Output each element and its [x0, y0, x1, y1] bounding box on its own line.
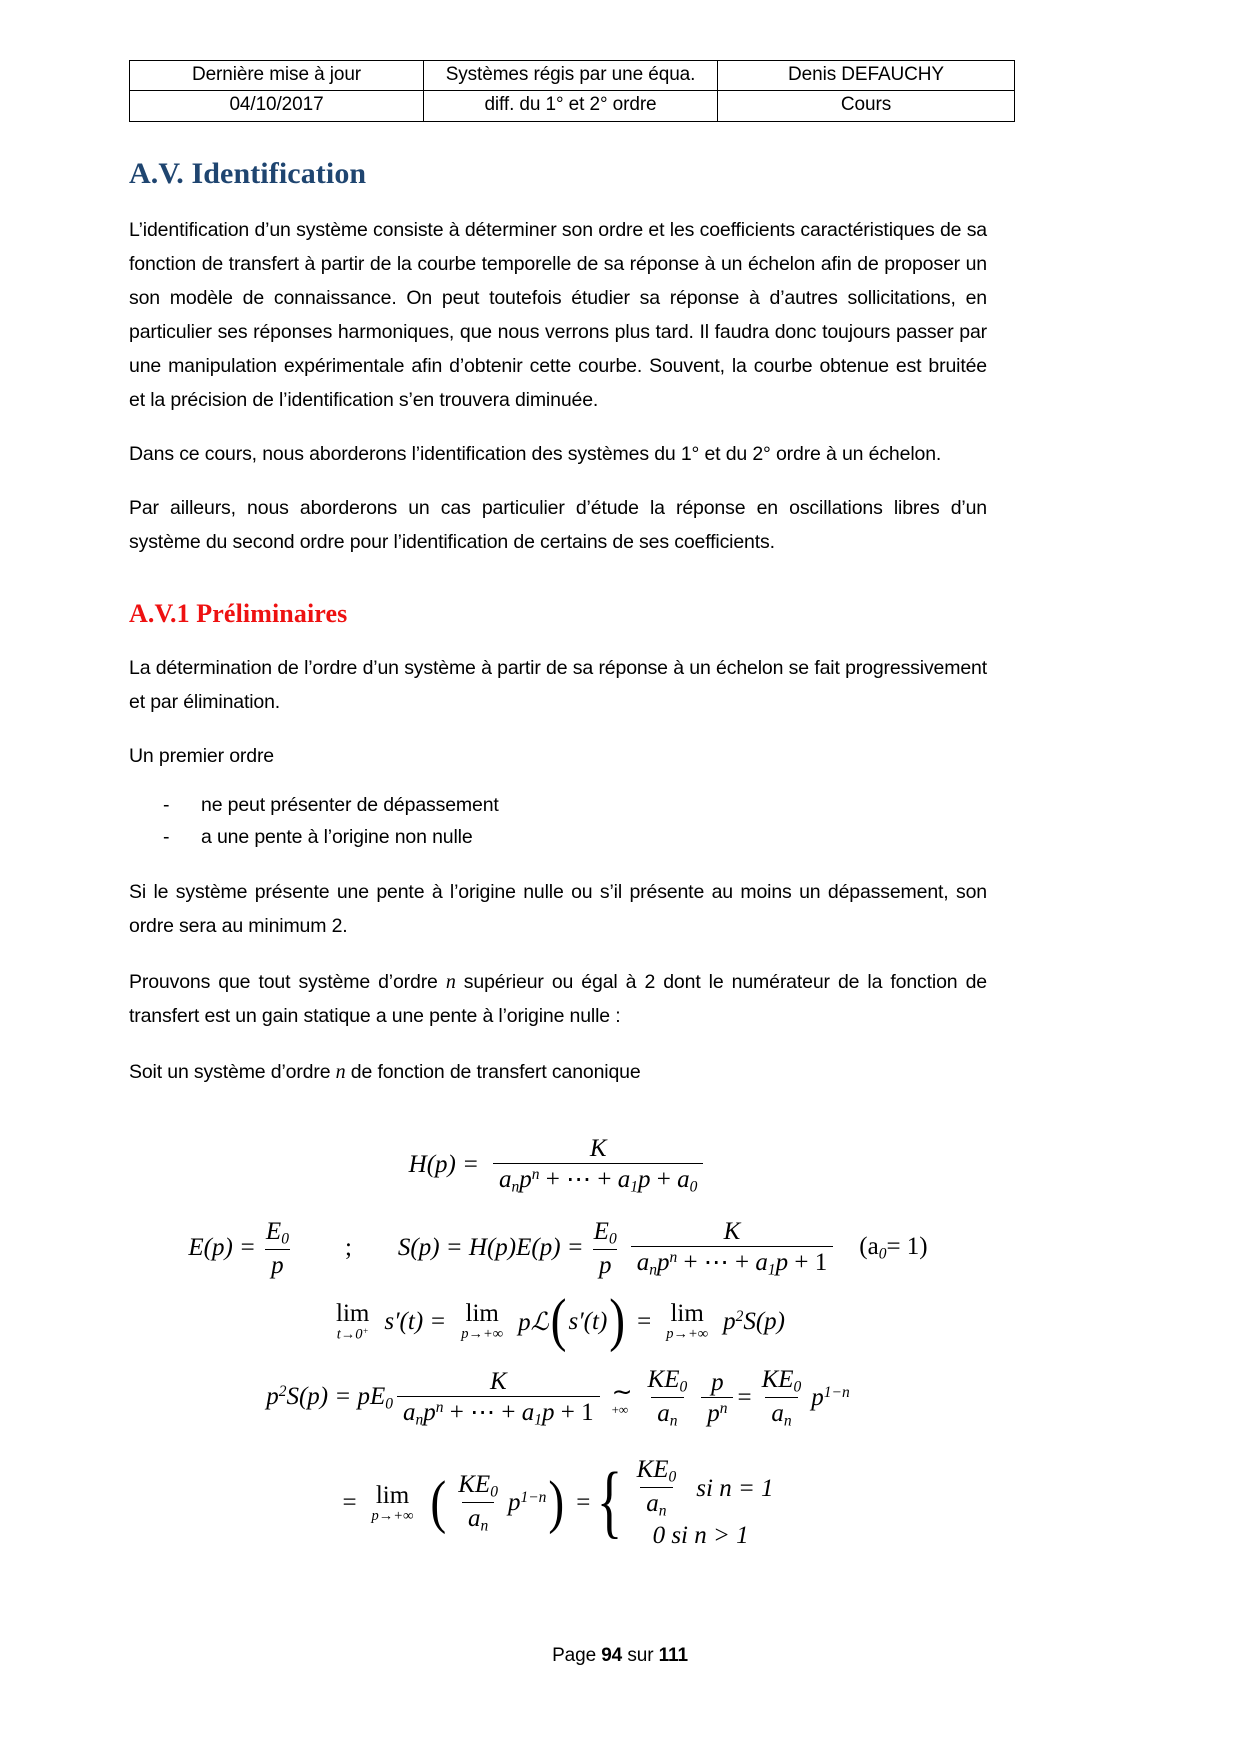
eq2-transfer-fraction	[631, 1218, 834, 1279]
eq4-asymptotic-operator	[612, 1380, 633, 1416]
eq4-den-p: p	[423, 1398, 436, 1426]
eq4-equals: =	[737, 1384, 752, 1412]
eq4-denominator	[397, 1396, 600, 1429]
eq3-paren-open: (	[550, 1288, 567, 1354]
eq3-lim3-op: lim	[670, 1300, 704, 1328]
eq4-r1-num-KE: KE	[647, 1366, 680, 1394]
eq1-denominator	[493, 1163, 703, 1196]
paragraph-order-determination: La détermination de l’ordre d’un système à partir de sa réponse à un échelon se fait progressivement et par élimination.	[129, 656, 987, 713]
eq2-e-fraction	[260, 1218, 295, 1279]
eq4-lhs-sup: 2	[278, 1382, 287, 1400]
first-order-properties-list	[129, 789, 987, 853]
eq4-den-a-sub: n	[415, 1410, 424, 1428]
eq5-case-row-1	[627, 1456, 774, 1520]
eq4-tail	[811, 1384, 849, 1412]
eq2-condition	[859, 1233, 927, 1263]
eq5-num-KE: KE	[458, 1470, 491, 1498]
header-row-2	[130, 91, 1015, 121]
footer-total-pages: 111	[658, 1645, 688, 1666]
eq3-lim1-sub-sup: +	[362, 1325, 369, 1336]
eq2-s-num-sub: 0	[608, 1230, 617, 1248]
eq2-f-den-p2: p	[775, 1248, 789, 1276]
eq2-f-den-a1-sub: 1	[767, 1261, 776, 1279]
eq2-e-numerator	[260, 1218, 295, 1249]
eq4-r2-den-sup: n	[719, 1400, 728, 1418]
eq4-den-a1: a	[521, 1398, 535, 1426]
paragraph-identification-intro: L’identification d’un système consiste à déterminer son ordre et les coefficients caractéristiques de sa fonction de transfert à partir de la courbe temporelle de sa réponse à un échelon afin de proposer un son modèle de connaissance. On peut toutefois étudier sa réponse à d’autres sollicitations, en particulier ses réponses harmoniques, que nous verrons plus tard. Il faudra donc toujours passer par une manipulation expérimentale afin d’obtenir cette courbe. Souvent, la courbe obtenue est bruitée et la précision de l’identification s’en trouvera diminuée.	[129, 218, 987, 411]
eq5-case1-numerator	[631, 1456, 683, 1487]
eq3-term3-p: p	[723, 1307, 736, 1335]
eq4-sim-subscript: +∞	[611, 1402, 629, 1418]
eq5-case1-denominator	[640, 1487, 672, 1520]
eq4-r3-num-sub: 0	[793, 1378, 802, 1396]
eq5-limit	[372, 1483, 414, 1524]
eq4-p-pn-fraction	[701, 1369, 733, 1427]
list-dash-marker: -	[163, 793, 170, 816]
eq4-r1-num-sub: 0	[679, 1378, 688, 1396]
eq4-tail-sup: 1−n	[823, 1384, 850, 1402]
eq1-den-p2: p	[637, 1165, 651, 1193]
eq5-equals-2: =	[576, 1489, 591, 1517]
eq5-inner-denominator	[462, 1502, 494, 1535]
eq2-e-num-E: E	[265, 1217, 282, 1245]
eq4-r3-den-a: a	[771, 1400, 784, 1428]
canonical-part-a: Soit un système d’ordre	[129, 1060, 336, 1083]
proof-statement-part-a: Prouvons que tout système d’ordre	[129, 970, 446, 993]
paragraph-course-scope: Dans ce cours, nous aborderons l’identification des systèmes du 1° et du 2° ordre à un échelon.	[129, 442, 942, 465]
eq5-lim-op: lim	[375, 1481, 410, 1509]
proof-variable-n: n	[445, 970, 456, 993]
equation-input-output	[129, 1218, 987, 1279]
eq2-f-den-ellipsis: + ⋯ +	[683, 1248, 750, 1276]
eq1-den-p: p	[519, 1165, 532, 1193]
eq4-den-a1-sub: 1	[534, 1410, 542, 1428]
section-heading-identification: A.V. Identification	[129, 156, 367, 190]
eq2-s-num-E: E	[593, 1217, 609, 1245]
list-item-label: a une pente à l’origine non nulle	[201, 825, 473, 848]
eq4-den-p2: p	[541, 1398, 555, 1426]
eq1-den-a0-sub: 0	[689, 1178, 698, 1196]
page-footer	[0, 1645, 1240, 1667]
section-heading-preliminaires: A.V.1 Préliminaires	[129, 598, 348, 628]
eq2-s-numerator	[588, 1218, 623, 1249]
eq5-num-sub: 0	[490, 1483, 498, 1501]
eq4-lhs-p: p	[266, 1383, 279, 1411]
eq2-transfer-denominator	[631, 1246, 834, 1279]
eq2-cond-open: (a	[859, 1233, 879, 1261]
eq3-limit-3	[666, 1301, 708, 1342]
eq4-den-end: + 1	[560, 1398, 594, 1426]
eq1-fraction	[493, 1135, 703, 1196]
eq5-lim-sub: p→+∞	[371, 1507, 414, 1524]
eq4-final-fraction	[756, 1366, 808, 1430]
header-cell-doc-type: Cours	[718, 91, 1015, 121]
eq5-cases	[627, 1456, 774, 1550]
list-item	[129, 789, 987, 821]
eq3-term3-end: S(p)	[743, 1307, 785, 1335]
eq3-term1: s′(t) =	[384, 1307, 447, 1335]
eq5-paren-open: (	[430, 1470, 447, 1536]
eq2-cond-sub: 0	[878, 1245, 887, 1263]
eq3-term2-arg: s′(t)	[568, 1307, 608, 1335]
proof-statement-part-b: supérieur ou égal à 2 dont le numérateur de la fonction de transfert est un gain statique a une pente à l’origine nulle :	[129, 970, 987, 1027]
eq2-e-denominator: p	[265, 1249, 290, 1279]
eq1-den-plus: +	[656, 1165, 671, 1193]
eq5-paren-close: )	[548, 1470, 565, 1536]
canonical-variable-n: n	[335, 1060, 346, 1083]
eq1-den-p-sup: n	[531, 1165, 540, 1183]
eq4-r2-den-p: p	[707, 1400, 720, 1428]
eq4-r2-denominator	[701, 1397, 733, 1427]
eq5-case1-fraction	[631, 1456, 683, 1520]
equation-transfer-function	[129, 1135, 987, 1196]
eq3-limit-2	[461, 1301, 503, 1342]
eq1-lhs: H(p) =	[408, 1151, 479, 1179]
eq4-den-a: a	[403, 1398, 416, 1426]
eq5-case2-text: 0 si n > 1	[652, 1522, 749, 1550]
eq4-r1-den-a: a	[657, 1400, 670, 1428]
eq4-lhs-rest: S(p) = pE	[286, 1383, 386, 1411]
eq2-s-denominator: p	[593, 1249, 618, 1279]
paragraph-proof-statement	[129, 965, 987, 1033]
eq2-transfer-numerator: K	[723, 1217, 741, 1245]
eq5-inner-numerator	[452, 1471, 504, 1502]
header-cell-subject-line1: Systèmes régis par une équa.	[424, 61, 718, 91]
footer-middle: sur	[622, 1645, 659, 1666]
list-item-label: ne peut présenter de dépassement	[201, 793, 499, 816]
list-dash-marker: -	[163, 825, 170, 848]
eq3-equals: =	[637, 1307, 652, 1335]
eq3-lim1-sub-text: t→0	[336, 1326, 363, 1343]
eq1-den-a0: a	[677, 1165, 690, 1193]
eq2-cond-end: = 1)	[886, 1233, 928, 1261]
eq5-case1-den-a: a	[646, 1490, 659, 1518]
eq4-den-p-sup: n	[435, 1398, 444, 1416]
eq5-inner-tail	[508, 1489, 546, 1517]
eq4-r2-numerator: p	[711, 1369, 724, 1397]
eq2-s-lhs: S(p) = H(p)E(p) =	[397, 1234, 584, 1262]
eq1-den-a-sub: n	[511, 1178, 520, 1196]
equation-asymptotic	[129, 1366, 987, 1430]
eq2-semicolon: ;	[344, 1234, 352, 1262]
paragraph-minimum-order: Si le système présente une pente à l’origine nulle ou s’il présente au moins un dépassement, son ordre sera au minimum 2.	[129, 880, 987, 937]
equation-cases-result	[129, 1456, 987, 1550]
eq1-den-a: a	[499, 1165, 512, 1193]
eq5-case-row-2	[653, 1522, 749, 1550]
eq5-equals-1: =	[342, 1489, 357, 1517]
eq2-e-lhs: E(p) =	[188, 1234, 256, 1262]
header-cell-author: Denis DEFAUCHY	[718, 61, 1015, 91]
eq3-lim1-sub	[337, 1327, 369, 1342]
eq5-tail-sup: 1−n	[520, 1489, 547, 1507]
eq1-den-ellipsis: + ⋯ +	[545, 1165, 612, 1193]
eq4-r1-numerator	[642, 1366, 694, 1397]
eq4-ke0-an-fraction	[642, 1366, 694, 1430]
eq5-den-sub: n	[480, 1517, 489, 1535]
document-header-table	[129, 60, 1015, 122]
eq5-case-brace: {	[597, 1457, 623, 1548]
eq3-lim1-op: lim	[336, 1299, 370, 1327]
eq4-r1-denominator	[651, 1397, 683, 1430]
eq3-paren-close: )	[609, 1288, 626, 1354]
paragraph-first-order-intro: Un premier ordre	[129, 744, 274, 767]
eq3-lim2-op: lim	[465, 1300, 499, 1328]
eq4-numerator: K	[489, 1367, 507, 1395]
eq4-r3-num-KE: KE	[761, 1366, 794, 1394]
eq2-f-den-p: p	[656, 1248, 670, 1276]
eq4-lhs	[266, 1383, 393, 1413]
header-cell-last-update-title: Dernière mise à jour	[130, 61, 424, 91]
eq4-r3-denominator	[765, 1397, 797, 1430]
footer-prefix: Page	[552, 1645, 602, 1666]
eq3-term2: pℒ	[518, 1308, 549, 1336]
eq1-numerator: K	[589, 1134, 607, 1162]
eq2-f-den-end: + 1	[794, 1248, 828, 1276]
equation-limit-chain	[129, 1288, 987, 1354]
eq3-lim3-sub: p→+∞	[666, 1326, 709, 1343]
eq2-f-den-a: a	[636, 1248, 650, 1276]
eq2-f-den-a-sub: n	[649, 1261, 657, 1279]
eq2-e-num-sub: 0	[281, 1230, 289, 1248]
paragraph-free-oscillations: Par ailleurs, nous aborderons un cas particulier d’étude la réponse en oscillations libres d’un système du second ordre pour l’identification de certains de ses coefficients.	[129, 496, 987, 553]
header-cell-last-update-date: 04/10/2017	[130, 91, 424, 121]
eq4-main-fraction	[397, 1368, 600, 1429]
eq2-f-den-p-sup: n	[669, 1248, 678, 1266]
eq3-lim2-sub: p→+∞	[461, 1326, 504, 1343]
eq4-den-ellipsis: + ⋯ +	[449, 1398, 516, 1426]
eq5-case1-num-sub: 0	[668, 1468, 677, 1486]
eq4-tail-p: p	[811, 1384, 824, 1412]
eq5-inner-fraction	[452, 1471, 504, 1535]
footer-page-number: 94	[601, 1645, 623, 1666]
eq5-case1-num-KE: KE	[636, 1456, 669, 1484]
list-item	[129, 821, 987, 853]
eq5-den-a: a	[467, 1505, 481, 1533]
eq2-s-fraction	[588, 1218, 623, 1279]
eq4-lhs-sub: 0	[385, 1395, 394, 1413]
eq4-r3-den-sub: n	[783, 1412, 792, 1430]
eq1-den-a1-sub: 1	[630, 1178, 638, 1196]
eq3-limit-1	[336, 1301, 369, 1342]
eq5-case1-den-sub: n	[658, 1502, 667, 1520]
eq4-r3-numerator	[756, 1366, 808, 1397]
eq3-term3-sup: 2	[735, 1307, 744, 1325]
header-cell-subject-line2: diff. du 1° et 2° ordre	[424, 91, 718, 121]
eq5-case1-condition: si n = 1	[696, 1474, 774, 1502]
eq2-f-den-a1: a	[755, 1248, 768, 1276]
canonical-part-b: de fonction de transfert canonique	[345, 1060, 641, 1083]
eq4-r1-den-sub: n	[669, 1412, 678, 1430]
eq4-sim-symbol: ∼	[611, 1379, 633, 1407]
eq5-tail-p: p	[507, 1489, 521, 1517]
eq1-den-a1: a	[617, 1165, 631, 1193]
eq3-term3	[723, 1308, 785, 1336]
header-row-1	[130, 61, 1015, 91]
paragraph-canonical-system	[129, 1055, 987, 1089]
page-content	[129, 60, 987, 1550]
